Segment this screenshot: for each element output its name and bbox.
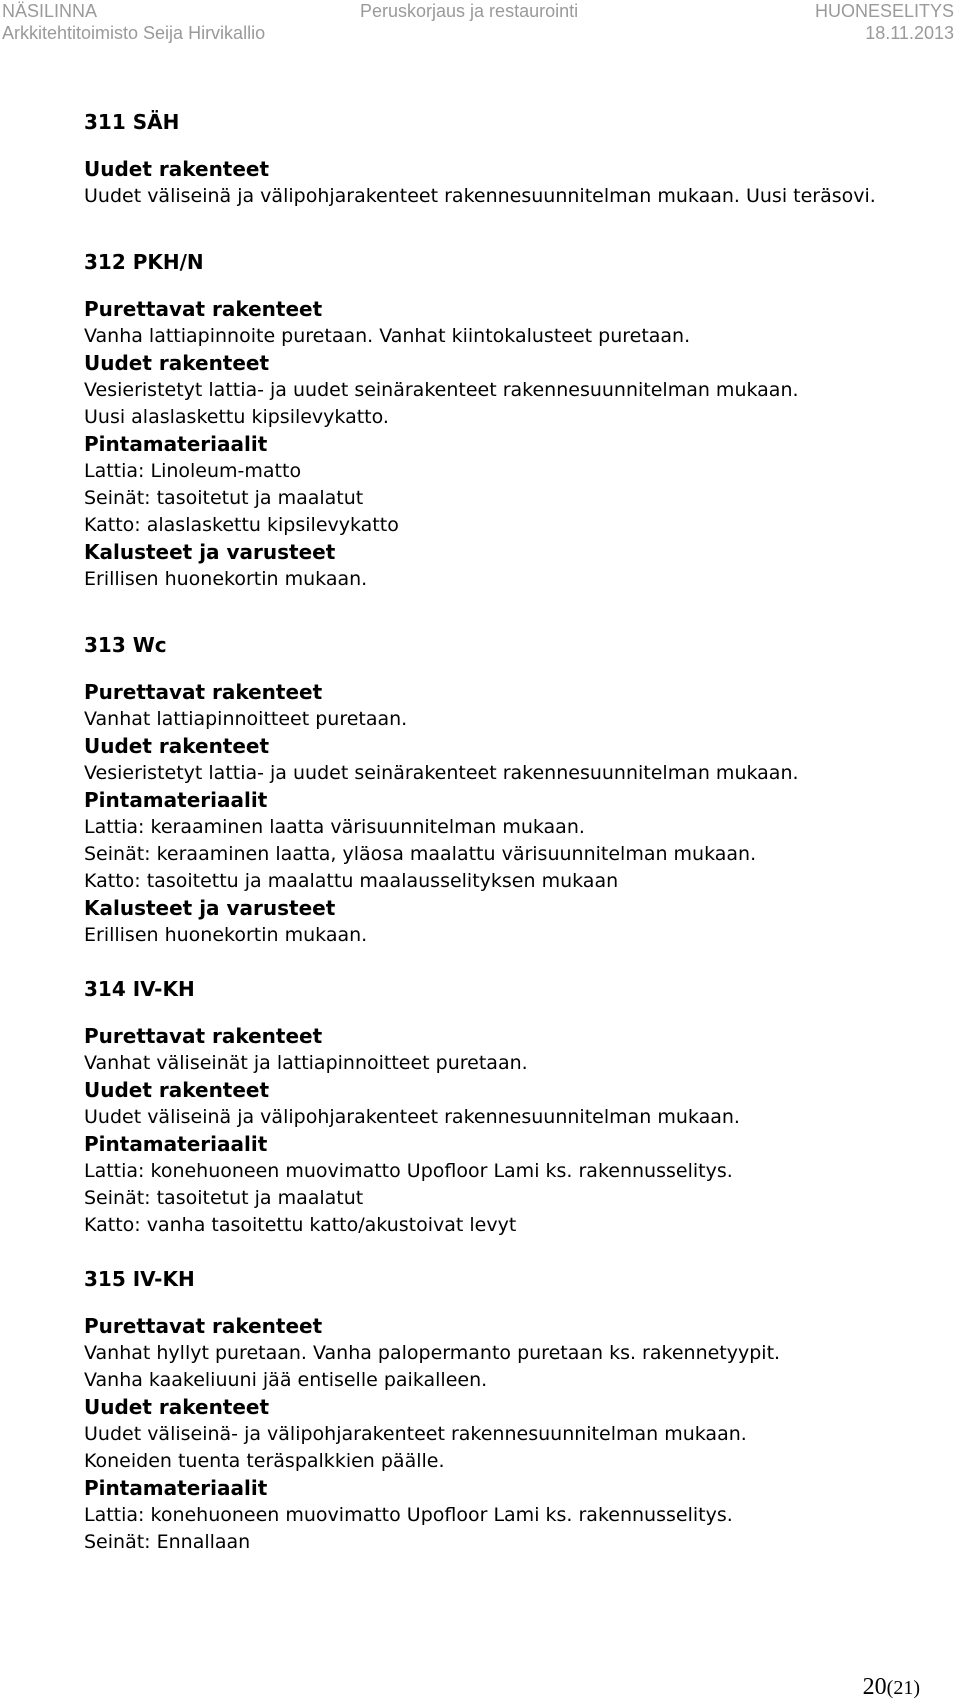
subsection-heading: Purettavat rakenteet — [84, 680, 323, 704]
room-section-313 — [84, 631, 944, 949]
subsection-heading: Uudet rakenteet — [84, 1395, 270, 1419]
room-title: 312 PKH/N — [84, 250, 204, 274]
text-line: Seinät: tasoitetut ja maalatut — [84, 1187, 364, 1209]
header-project-type: Peruskorjaus ja restaurointi — [360, 1, 579, 21]
text-line: Seinät: Ennallaan — [84, 1531, 251, 1553]
text-line: Lattia: keraaminen laatta värisuunnitelman mukaan. — [84, 816, 585, 838]
text-line: Seinät: keraaminen laatta, yläosa maalattu värisuunnitelman mukaan. — [84, 843, 757, 865]
text-line: Vanha kaakeliuuni jää entiselle paikalleen. — [84, 1369, 488, 1391]
page-current: 20 — [862, 1674, 887, 1700]
subsection-heading: Pintamateriaalit — [84, 1476, 268, 1500]
text-line: Uudet väliseinä- ja välipohjarakenteet rakennesuunnitelman mukaan. — [84, 1423, 747, 1445]
room-title: 314 IV-KH — [84, 977, 195, 1001]
header-project-name: NÄSILINNA — [2, 1, 98, 21]
subsection-heading: Uudet rakenteet — [84, 734, 270, 758]
header-architect: Arkkitehtitoimisto Seija Hirvikallio — [2, 23, 266, 43]
room-section-312 — [84, 248, 944, 593]
header-date: 18.11.2013 — [865, 23, 954, 43]
header-document-type: HUONESELITYS — [814, 1, 954, 21]
room-section-315 — [84, 1265, 944, 1556]
text-line: Lattia: Linoleum-matto — [84, 460, 302, 482]
room-title: 315 IV-KH — [84, 1267, 195, 1291]
text-line: Vanhat hyllyt puretaan. Vanha palopermanto puretaan ks. rakennetyypit. — [84, 1342, 781, 1364]
text-line: Katto: tasoitettu ja maalattu maalausselityksen mukaan — [84, 870, 619, 892]
subsection-heading: Purettavat rakenteet — [84, 1024, 323, 1048]
subsection-heading: Uudet rakenteet — [84, 157, 270, 181]
text-line: Koneiden tuenta teräspalkkien päälle. — [84, 1450, 445, 1472]
text-line: Katto: vanha tasoitettu katto/akustoivat levyt — [84, 1214, 517, 1236]
text-line: Uusi alaslaskettu kipsilevykatto. — [84, 406, 389, 428]
page-number — [863, 1674, 920, 1701]
text-line: Vesieristetyt lattia- ja uudet seinärakenteet rakennesuunnitelman mukaan. — [84, 762, 799, 784]
room-section-314 — [84, 975, 944, 1239]
text-line: Uudet väliseinä ja välipohjarakenteet rakennesuunnitelman mukaan. — [84, 1106, 740, 1128]
text-line: Katto: alaslaskettu kipsilevykatto — [84, 514, 399, 536]
room-title: 311 SÄH — [84, 110, 180, 134]
subsection-heading: Pintamateriaalit — [84, 1132, 268, 1156]
page-header — [0, 0, 960, 48]
text-line: Vanha lattiapinnoite puretaan. Vanhat kiintokalusteet puretaan. — [84, 325, 691, 347]
room-section-311 — [84, 108, 944, 210]
page-total: (21) — [886, 1677, 920, 1699]
text-line: Seinät: tasoitetut ja maalatut — [84, 487, 364, 509]
subsection-heading: Uudet rakenteet — [84, 1078, 270, 1102]
room-title: 313 Wc — [84, 633, 167, 657]
text-line: Vesieristetyt lattia- ja uudet seinärakenteet rakennesuunnitelman mukaan. — [84, 379, 799, 401]
text-line: Lattia: konehuoneen muovimatto Upofloor Lami ks. rakennusselitys. — [84, 1160, 733, 1182]
text-line: Erillisen huonekortin mukaan. — [84, 924, 368, 946]
text-line: Vanhat lattiapinnoitteet puretaan. — [84, 708, 408, 730]
subsection-heading: Purettavat rakenteet — [84, 1314, 323, 1338]
subsection-heading: Kalusteet ja varusteet — [84, 896, 336, 920]
subsection-heading: Purettavat rakenteet — [84, 297, 323, 321]
text-line: Erillisen huonekortin mukaan. — [84, 568, 368, 590]
document-body — [84, 108, 944, 1597]
text-line: Vanhat väliseinät ja lattiapinnoitteet puretaan. — [84, 1052, 528, 1074]
subsection-heading: Pintamateriaalit — [84, 432, 268, 456]
subsection-heading: Kalusteet ja varusteet — [84, 540, 336, 564]
text-line: Lattia: konehuoneen muovimatto Upofloor Lami ks. rakennusselitys. — [84, 1504, 733, 1526]
subsection-heading: Pintamateriaalit — [84, 788, 268, 812]
subsection-heading: Uudet rakenteet — [84, 351, 270, 375]
text-line: Uudet väliseinä ja välipohjarakenteet rakennesuunnitelman mukaan. Uusi teräsovi. — [84, 185, 876, 207]
